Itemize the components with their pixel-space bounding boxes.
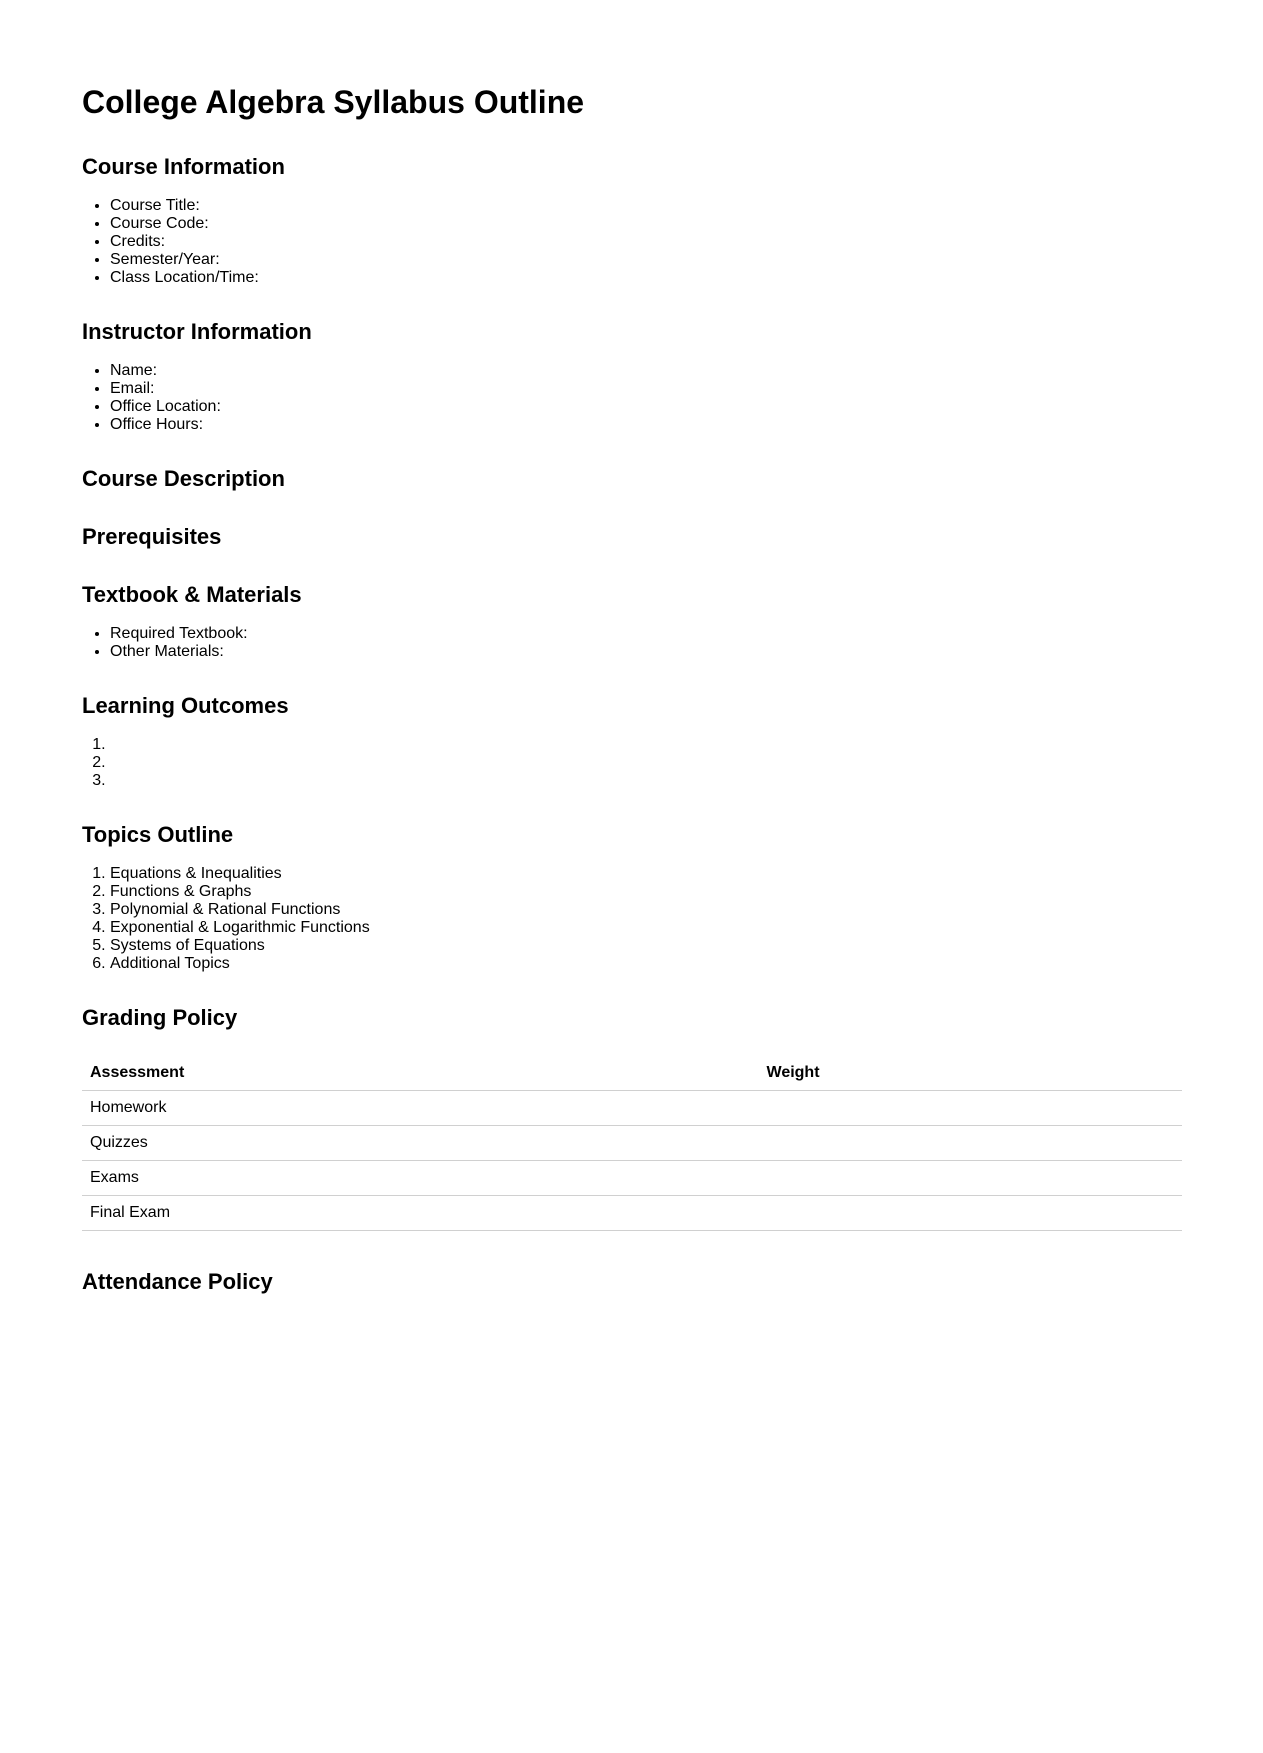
list-item: • Semester/Year: <box>110 251 1182 269</box>
weight-cell <box>759 1196 1183 1231</box>
table-row <box>82 1161 1182 1196</box>
list-item: 4. Exponential & Logarithmic Functions <box>110 919 1182 937</box>
list-item: 1. Equations & Inequalities <box>110 865 1182 883</box>
section-heading-course-description: Course Description <box>82 466 285 491</box>
list-item: • Credits: <box>110 233 1182 251</box>
section-heading-textbook-materials: Textbook & Materials <box>82 582 302 607</box>
assessment-cell: Quizzes <box>82 1126 759 1161</box>
assessment-cell: Homework <box>82 1091 759 1126</box>
list-item: • Name: <box>110 362 1182 380</box>
table-row <box>82 1196 1182 1231</box>
list-item: • Office Location: <box>110 398 1182 416</box>
list-item: • Class Location/Time: <box>110 269 1182 287</box>
section-heading-learning-outcomes: Learning Outcomes <box>82 693 289 718</box>
table-row <box>82 1091 1182 1126</box>
grading-table <box>82 1056 1182 1231</box>
page-title: College Algebra Syllabus Outline <box>82 84 585 120</box>
list-item: • Email: <box>110 380 1182 398</box>
section-heading-instructor-information: Instructor Information <box>82 319 312 344</box>
list-item <box>110 772 1182 790</box>
section-heading-grading-policy: Grading Policy <box>82 1005 238 1030</box>
column-header-assessment: Assessment <box>82 1056 759 1091</box>
column-header-weight: Weight <box>759 1056 1183 1091</box>
section-heading-prerequisites: Prerequisites <box>82 524 222 549</box>
section-heading-attendance-policy: Attendance Policy <box>82 1269 273 1294</box>
list-item: • Course Code: <box>110 215 1182 233</box>
table-header-row <box>82 1056 1182 1091</box>
list-item: 3. Polynomial & Rational Functions <box>110 901 1182 919</box>
list-item: • Course Title: <box>110 197 1182 215</box>
topics-outline-list <box>82 865 1182 973</box>
list-item <box>110 754 1182 772</box>
instructor-information-list <box>82 362 1182 434</box>
list-item: • Required Textbook: <box>110 625 1182 643</box>
list-item: 5. Systems of Equations <box>110 937 1182 955</box>
section-heading-course-information: Course Information <box>82 154 285 179</box>
list-item: 2. Functions & Graphs <box>110 883 1182 901</box>
assessment-cell: Exams <box>82 1161 759 1196</box>
weight-cell <box>759 1091 1183 1126</box>
list-item <box>110 736 1182 754</box>
assessment-cell: Final Exam <box>82 1196 759 1231</box>
list-item: 6. Additional Topics <box>110 955 1182 973</box>
course-information-list <box>82 197 1182 287</box>
list-item: • Office Hours: <box>110 416 1182 434</box>
list-item: • Other Materials: <box>110 643 1182 661</box>
section-heading-topics-outline: Topics Outline <box>82 822 234 847</box>
weight-cell <box>759 1161 1183 1196</box>
weight-cell <box>759 1126 1183 1161</box>
table-row <box>82 1126 1182 1161</box>
textbook-materials-list <box>82 625 1182 661</box>
learning-outcomes-list <box>82 736 1182 790</box>
